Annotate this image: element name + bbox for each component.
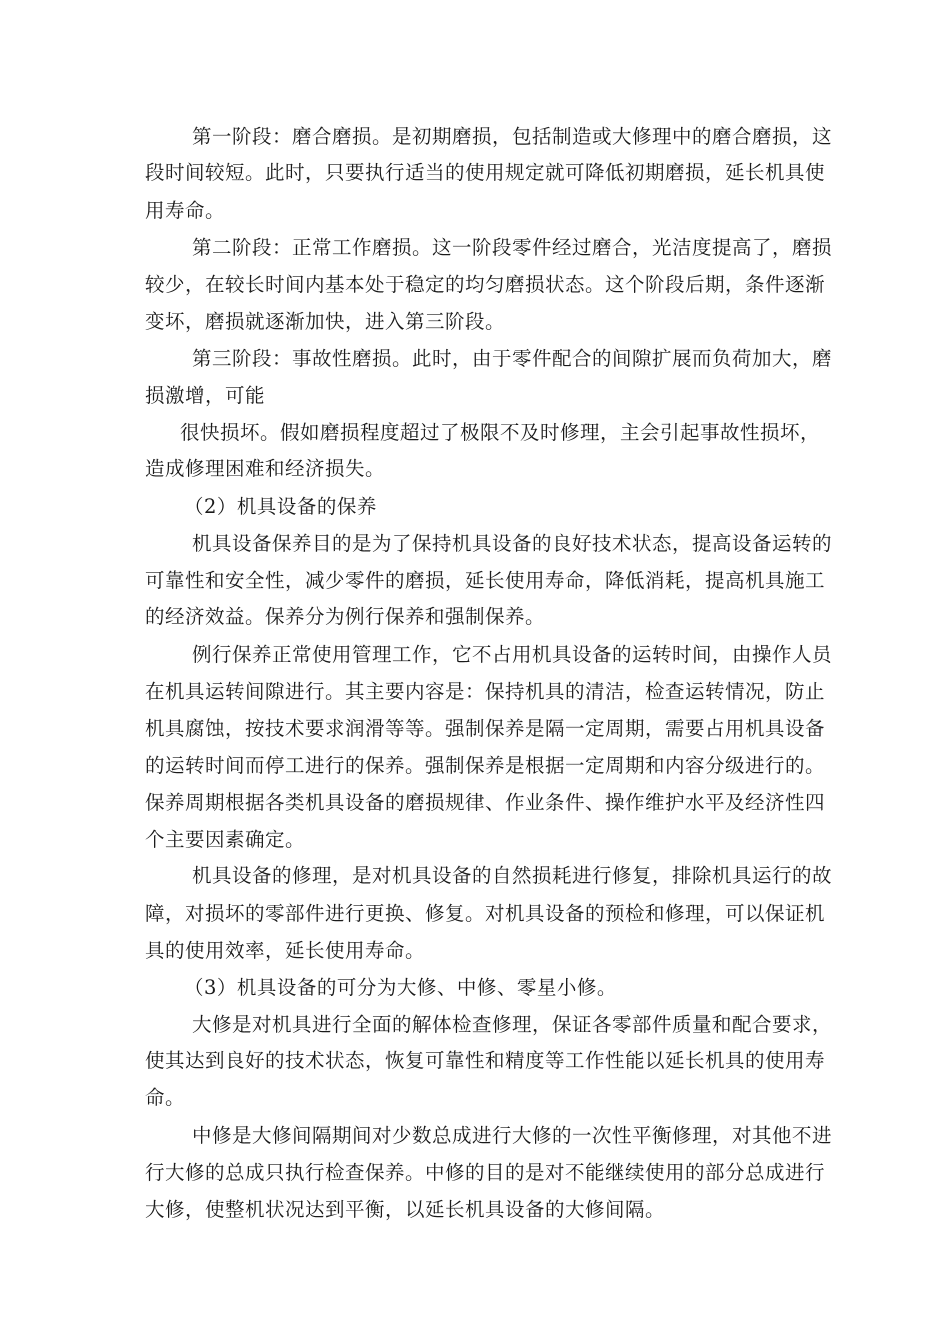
text-line: 很快损坏。假如磨损程度超过了极限不及时修理，主会引起事故性损坏， — [180, 421, 821, 444]
text-line: 大修，使整机状况达到平衡，以延长机具设备的大修间隔。 — [145, 1198, 666, 1221]
text-line: 例行保养正常使用管理工作，它不占用机具设备的运转时间，由操作人员 — [192, 643, 833, 666]
text-line: 机具设备保养目的是为了保持机具设备的良好技术状态，提高设备运转的 — [192, 532, 833, 555]
text-line: 使其达到良好的技术状态，恢复可靠性和精度等工作性能以延长机具的使用寿 — [145, 1049, 826, 1072]
section-heading: （3）机具设备的可分为大修、中修、零星小修。 — [184, 976, 617, 999]
section-heading: （2）机具设备的保养 — [184, 495, 377, 518]
text-line: 机具设备的修理，是对机具设备的自然损耗进行修复，排除机具运行的故 — [192, 864, 833, 887]
text-line: 机具腐蚀，按技术要求润滑等等。强制保养是隔一定周期，需要占用机具设备 — [145, 717, 826, 740]
text-line: 大修是对机具进行全面的解体检查修理，保证各零部件质量和配合要求， — [192, 1013, 833, 1036]
text-line: 可靠性和安全性，减少零件的磨损，延长使用寿命，降低消耗，提高机具施工 — [145, 569, 826, 592]
text-line: 段时间较短。此时，只要执行适当的使用规定就可降低初期磨损，延长机具使 — [145, 161, 826, 184]
text-line: 在机具运转间隙进行。其主要内容是：保持机具的清洁，检查运转情况，防止 — [145, 680, 826, 703]
text-line: 用寿命。 — [145, 199, 226, 222]
text-line: 第二阶段：正常工作磨损。这一阶段零件经过磨合，光洁度提高了，磨损 — [192, 236, 833, 259]
text-line: 的经济效益。保养分为例行保养和强制保养。 — [145, 605, 546, 628]
text-line: 变坏，磨损就逐渐加快，进入第三阶段。 — [145, 310, 506, 333]
text-line: 造成修理困难和经济损失。 — [145, 457, 386, 480]
text-line: 障，对损坏的零部件进行更换、修复。对机具设备的预检和修理，可以保证机 — [145, 902, 826, 925]
text-line: 的运转时间而停工进行的保养。强制保养是根据一定周期和内容分级进行的。 — [145, 754, 826, 777]
text-line: 第一阶段：磨合磨损。是初期磨损，包括制造或大修理中的磨合磨损，这 — [192, 125, 833, 148]
text-line: 损激增，可能 — [145, 384, 266, 407]
text-line: 保养周期根据各类机具设备的磨损规律、作业条件、操作维护水平及经济性四 — [145, 791, 826, 814]
text-line: 中修是大修间隔期间对少数总成进行大修的一次性平衡修理，对其他不进 — [192, 1124, 833, 1147]
text-line: 个主要因素确定。 — [145, 828, 306, 851]
text-line: 行大修的总成只执行检查保养。中修的目的是对不能继续使用的部分总成进行 — [145, 1161, 826, 1184]
text-line: 命。 — [145, 1086, 186, 1109]
text-line: 较少，在较长时间内基本处于稳定的均匀磨损状态。这个阶段后期，条件逐渐 — [145, 273, 826, 296]
text-line: 具的使用效率，延长使用寿命。 — [145, 939, 426, 962]
text-line: 第三阶段：事故性磨损。此时，由于零件配合的间隙扩展而负荷加大，磨 — [192, 347, 833, 370]
